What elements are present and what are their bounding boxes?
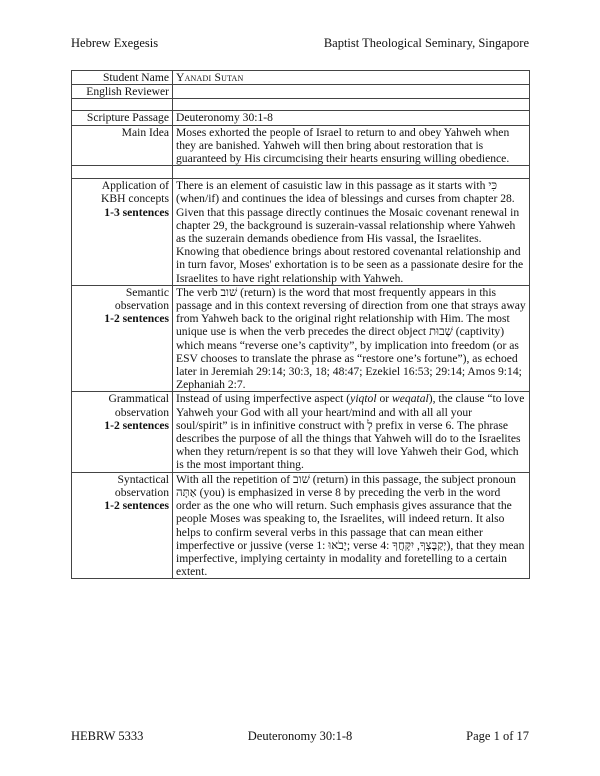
application-label-line2: KBH concepts [101, 192, 169, 206]
semantic-label-line2: observation [114, 299, 169, 313]
spacer-row [72, 166, 530, 179]
grammatical-label-line2: observation [114, 405, 169, 419]
syntactical-requirement: 1-2 sentences [104, 499, 169, 513]
english-reviewer-label: English Reviewer [72, 85, 173, 99]
grammatical-term-yiqtol: yiqtol [350, 392, 377, 406]
main-idea-label: Main Idea [72, 125, 173, 166]
spacer-row [72, 99, 530, 111]
footer-page-number: Page 1 of 17 [466, 729, 529, 743]
student-name-label: Student Name [72, 71, 173, 85]
syntactical-row [72, 472, 530, 579]
grammatical-label [72, 392, 173, 472]
footer-course-code: HEBRW 5333 [71, 729, 144, 743]
footer-passage: Deuteronomy 30:1-8 [247, 729, 353, 743]
application-label-line1: Application of [101, 179, 169, 193]
grammatical-text-c: ), the clause “to love Yahweh your God with all your heart/mind and with all all your soul/spirit” is in infinitive construct with לְ prefix in verse 6. The phrase describes the purpose of all the things that Yahweh will do to the Israelites when they return/repent is so that they will love Yahweh their God, which is the most important thing. [176, 392, 525, 472]
grammatical-text [173, 392, 530, 472]
syntactical-label-line1: Syntactical [117, 472, 169, 486]
application-requirement: 1-3 sentences [104, 205, 169, 219]
main-idea-row [72, 125, 530, 166]
spacer-cell [72, 166, 173, 179]
scripture-passage-value: Deuteronomy 30:1-8 [173, 111, 530, 125]
student-name-value: Yanadi Sutan [173, 71, 530, 85]
scripture-passage-row [72, 111, 530, 125]
scripture-passage-label: Scripture Passage [72, 111, 173, 125]
semantic-requirement: 1-2 sentences [104, 312, 169, 326]
header-institution: Baptist Theological Seminary, Singapore [323, 36, 529, 50]
semantic-label-line1: Semantic [125, 285, 169, 299]
grammatical-label-line1: Grammatical [108, 392, 169, 406]
spacer-cell [72, 99, 173, 111]
syntactical-label-line2: observation [114, 485, 169, 499]
grammatical-term-weqatal: weqatal [392, 392, 429, 406]
exegesis-form-table [71, 70, 530, 579]
application-label [72, 179, 173, 286]
syntactical-text: With all the repetition of שׁוב (return) in this passage, the subject pronoun אַתָּה (you) is emphasized in verse 8 by preceding the verb in the word order as the one who will return. Such emphasis gives assurance that the people Moses was speaking to, the Israelites, will indeed return. It also helps to confirm several verbs in this passage that can mean either imperfective or jussive (verse 1: יָבֹאוּ; verse 4: יְקַבֶּצְךָ, יִקָּחֲךָ), that they mean imperfective, implying certainty in modality and foretelling to a certain extent. [173, 472, 530, 579]
spacer-cell [173, 166, 530, 179]
grammatical-text-b: or [376, 392, 393, 406]
spacer-cell [173, 99, 530, 111]
grammatical-text-a: Instead of using imperfective aspect ( [176, 392, 351, 406]
syntactical-label [72, 472, 173, 579]
main-idea-value: Moses exhorted the people of Israel to return to and obey Yahweh when they are banished. Yahweh will then bring about restoration that is guaranteed by His circumcising their hearts ensuring willing obedience. [173, 125, 530, 166]
english-reviewer-row [72, 85, 530, 99]
application-text: There is an element of casuistic law in this passage as it starts with כִּי (when/if) and continues the idea of blessings and curses from chapter 28. Given that this passage directly continues the Mosaic covenant renewal in chapter 29, the background is suzerain-vassal relationship where Yahweh as the suzerain demands obedience from His vassal, the Israelites. Knowing that obedience brings about restored covenantal relationship and in turn favor, Moses' exhortation is to be seen as a passionate desire for the Israelites to have right relationship with Yahweh. [173, 179, 530, 286]
student-name-row [72, 71, 530, 85]
grammatical-row [72, 392, 530, 472]
english-reviewer-value [173, 85, 530, 99]
header-course-title: Hebrew Exegesis [71, 36, 159, 50]
semantic-text: The verb שׁוב (return) is the word that most frequently appears in this passage and in this context reversing of direction from one that strays away from Yahweh back to the original right relationship with Him. The most unique use is when the verb precedes the direct object שְׁבוּת (captivity) which means “reverse one’s captivity”, by implication into freedom (or as ESV chooses to translate the phrase as “restore one’s fortune”), as echoed later in Jeremiah 29:14; 30:3, 18; 48:47; Ezekiel 16:53; 29:14; Amos 9:14; Zephaniah 2:7. [173, 285, 530, 392]
application-row [72, 179, 530, 286]
semantic-label [72, 285, 173, 392]
grammatical-requirement: 1-2 sentences [104, 418, 169, 432]
semantic-row [72, 285, 530, 392]
